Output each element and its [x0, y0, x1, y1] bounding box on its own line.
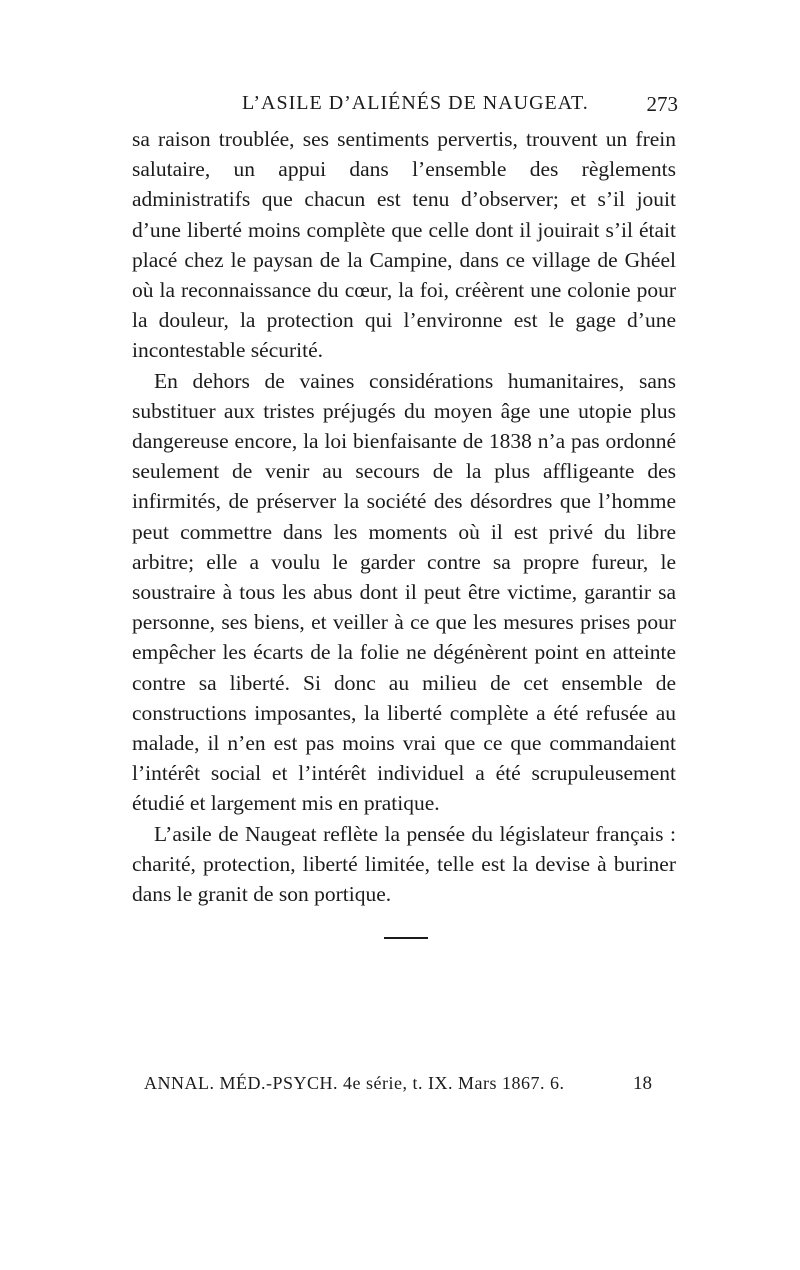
running-title: L’ASILE D’ALIÉNÉS DE NAUGEAT. [242, 92, 589, 114]
page-number: 273 [646, 92, 678, 116]
paragraph-continuation: sa raison troublée, ses sentiments pervertis, trouvent un frein salutaire, un appui dans l’ensemble des règlements administratifs que chacun est tenu d’observer; et s’il jouit d’une liberté moins complète que celle dont il jouirait s’il était placé chez le paysan de la Campine, dans ce village de Ghéel où la reconnaissance du cœur, la foi, créèrent une colonie pour la douleur, la protection qui l’environne est le gage d’une incontestable sécurité. [132, 127, 676, 363]
section-divider-rule [384, 937, 428, 939]
footer-sheet-number: 18 [633, 1073, 652, 1094]
paragraph-conclusion: L’asile de Naugeat reflète la pensée du législateur français : charité, protection, liberté limitée, telle est la devise à buriner dans le granit de son portique. [132, 821, 676, 907]
paragraph-law-1838: En dehors de vaines considérations humanitaires, sans substituer aux tristes préjugés du moyen âge une utopie plus dangereuse encore, la loi bienfaisante de 1838 n’a pas ordonné seulement de venir au secours de la plus affligeante des infirmités, de préserver la société des désordres que l’homme peut commettre dans les moments où il est privé du libre arbitre; elle a voulu le garder contre sa propre fureur, le soustraire à tous les abus dont il peut être victime, garantir sa personne, ses biens, et veiller à ce que les mesures prises pour empêcher les écarts de la folie ne dégénèrent point en atteinte contre sa liberté. Si donc au milieu de cet ensemble de constructions imposantes, la liberté complète a été refusée au malade, il n’en est pas moins vrai que ce que commandaient l’intérêt social et l’intérêt individuel a été scrupuleusement étudié et largement mis en pratique. [132, 368, 676, 816]
running-head [130, 92, 678, 122]
footer-signature: ANNAL. MÉD.-PSYCH. 4e série, t. IX. Mars 1867. 6. [144, 1073, 565, 1093]
page-footer [144, 1073, 652, 1101]
body-text [132, 124, 676, 909]
